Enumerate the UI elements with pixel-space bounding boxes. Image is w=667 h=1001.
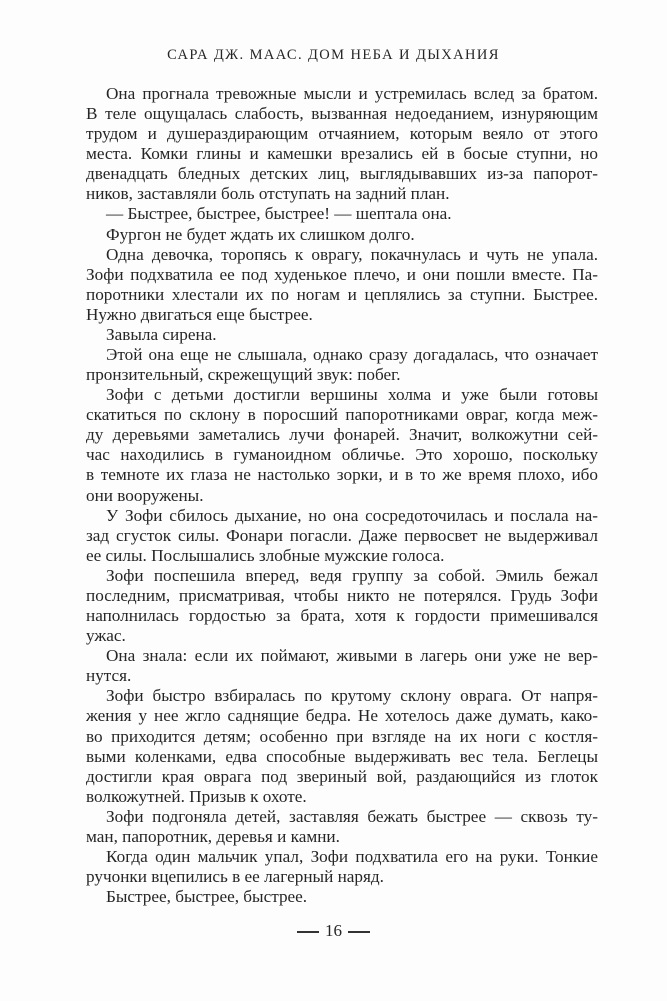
paragraph xyxy=(86,325,598,345)
text-line: — Быстрее, быстрее, быстрее! — шептала она. xyxy=(106,204,452,224)
text-line: наполнилась гордостью за брата, хотя к гордости примешивался xyxy=(86,606,598,626)
text-line: Зофи быстро взбиралась по крутому склону оврага. От напря- xyxy=(106,686,598,706)
text-line: Зофи поспешила вперед, ведя группу за собой. Эмиль бежал xyxy=(106,565,598,585)
text-line: ее силы. Послышались злобные мужские голоса. xyxy=(86,545,445,565)
text-line: в темноте их глаза не настолько зорки, и в то же время плохо, ибо xyxy=(86,465,598,485)
body-text xyxy=(86,84,598,907)
text-line: места. Комки глины и камешки врезались ей в босые ступни, но xyxy=(86,144,598,164)
text-line: Когда один мальчик упал, Зофи подхватила его на руки. Тонкие xyxy=(106,846,598,866)
text-line: Этой она еще не слышала, однако сразу догадалась, что означает xyxy=(106,345,598,365)
text-line: нутся. xyxy=(86,666,132,686)
paragraph xyxy=(86,225,598,245)
text-line: Фургон не будет ждать их слишком долго. xyxy=(106,224,415,244)
text-line: Одна девочка, торопясь к оврагу, покачнулась и чуть не упала. xyxy=(106,244,598,264)
text-line: ручонки вцепились в ее лагерный наряд. xyxy=(86,867,384,887)
left-dash-ornament xyxy=(297,931,319,933)
text-line: пронзительный, скрежещущий звук: побег. xyxy=(86,365,401,385)
text-line: ду деревьями заметались лучи фонарей. Значит, волкожутни сей- xyxy=(86,425,598,445)
paragraph xyxy=(86,646,598,686)
text-line: зад сгусток силы. Фонари погасли. Даже первосвет не выдерживал xyxy=(86,525,598,545)
paragraph xyxy=(86,807,598,847)
text-line: Зофи подгоняла детей, заставляя бежать быстрее — сквозь ту- xyxy=(106,806,598,826)
paragraph xyxy=(86,566,598,646)
text-line: Она знала: если их поймают, живыми в лагерь они уже не вер- xyxy=(106,646,598,666)
paragraph xyxy=(86,204,598,224)
text-line: последним, присматривая, чтобы никто не потерялся. Грудь Зофи xyxy=(86,585,598,605)
text-line: во приходится детям; особенно при взгляде на их ноги с костля- xyxy=(86,726,598,746)
text-line: скатиться по склону в поросший папоротниками овраг, когда меж- xyxy=(86,405,598,425)
text-line: Зофи подхватила ее под худенькое плечо, и они пошли вместе. Па- xyxy=(86,264,598,284)
text-line: ман, папоротник, деревья и камни. xyxy=(86,826,340,846)
paragraph xyxy=(86,84,598,204)
text-line: Зофи с детьми достигли вершины холма и уже были готовы xyxy=(106,385,598,405)
text-line: В теле ощущалась слабость, вызванная недоеданием, изнуряющим xyxy=(86,104,598,124)
paragraph xyxy=(86,385,598,505)
page-number-footer xyxy=(0,921,667,941)
text-line: У Зофи сбилось дыхание, но она сосредоточилась и послала на- xyxy=(106,505,598,525)
text-line: выми коленками, едва способные выдерживать вес тела. Беглецы xyxy=(86,746,598,766)
text-line: Быстрее, быстрее, быстрее. xyxy=(106,887,308,907)
text-line: Завыла сирена. xyxy=(106,324,217,344)
paragraph xyxy=(86,506,598,566)
text-line: ужас. xyxy=(86,626,126,646)
right-dash-ornament xyxy=(348,931,370,933)
paragraph xyxy=(86,686,598,806)
paragraph xyxy=(86,887,598,907)
text-line: волкожутней. Призыв к охоте. xyxy=(86,786,307,806)
text-line: Нужно двигаться еще быстрее. xyxy=(86,304,313,324)
paragraph xyxy=(86,345,598,385)
text-line: ников, заставляли боль отступать на задний план. xyxy=(86,184,450,204)
text-line: они вооружены. xyxy=(86,485,204,505)
text-line: час находились в гуманоидном обличье. Это хорошо, поскольку xyxy=(86,445,598,465)
text-line: жения у нее жгло саднящие бедра. Не хотелось даже думать, како- xyxy=(86,706,598,726)
text-line: поротники хлестали их по ногам и цеплялись за ступни. Быстрее. xyxy=(86,284,598,304)
text-line: двенадцать бледных детских лиц, выглядывавших из-за папорот- xyxy=(86,164,598,184)
page-number: 16 xyxy=(325,921,342,940)
text-line: Она прогнала тревожные мысли и устремилась вслед за братом. xyxy=(106,84,598,103)
running-head: САРА ДЖ. МААС. ДОМ НЕБА И ДЫХАНИЯ xyxy=(167,47,500,63)
text-line: достигли края оврага под звериный вой, раздающийся из глоток xyxy=(86,766,598,786)
paragraph xyxy=(86,245,598,325)
text-line: трудом и душераздирающим отчаянием, которым веяло от этого xyxy=(86,124,598,144)
paragraph xyxy=(86,847,598,887)
